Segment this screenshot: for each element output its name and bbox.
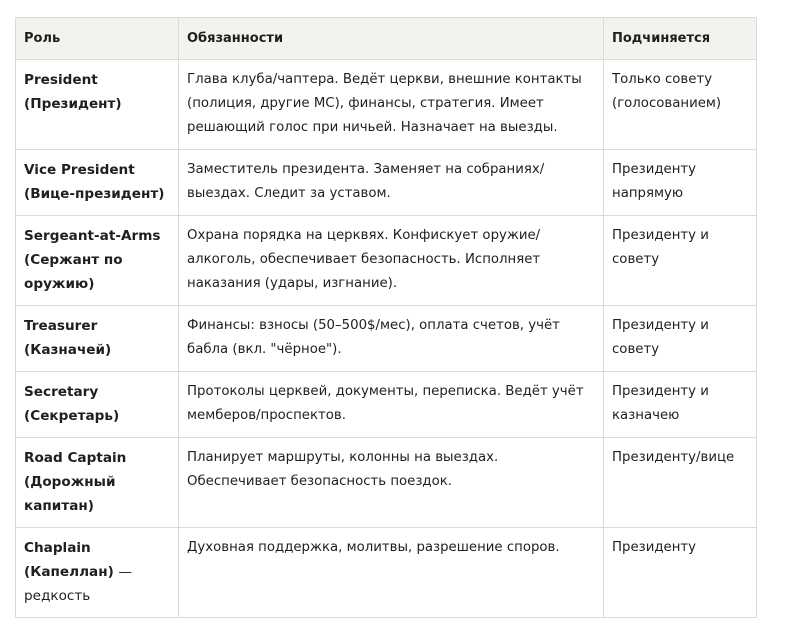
roles-table bbox=[15, 17, 757, 618]
table-row bbox=[16, 60, 757, 150]
reports-to-cell: Президенту и совету bbox=[604, 216, 757, 306]
role-cell bbox=[16, 528, 179, 618]
duties-cell: Планирует маршруты, колонны на выездах. Обеспечивает безопасность поездок. bbox=[179, 438, 604, 528]
table-row bbox=[16, 216, 757, 306]
role-cell bbox=[16, 438, 179, 528]
reports-to-cell: Президенту/вице bbox=[604, 438, 757, 528]
reports-to-cell: Президенту bbox=[604, 528, 757, 618]
table-row bbox=[16, 438, 757, 528]
role-name: Road Captain (Дорожный капитан) bbox=[24, 450, 127, 514]
table-row bbox=[16, 528, 757, 618]
role-cell bbox=[16, 60, 179, 150]
role-name: Sergeant-at-Arms (Сержант по оружию) bbox=[24, 228, 161, 292]
role-name: Vice President (Вице-президент) bbox=[24, 162, 165, 202]
role-name: Secretary (Секретарь) bbox=[24, 384, 120, 424]
reports-to-cell: Только совету (голосованием) bbox=[604, 60, 757, 150]
table-row bbox=[16, 372, 757, 438]
role-note: — редкость bbox=[24, 564, 133, 604]
duties-cell: Охрана порядка на церквях. Конфискует оружие/алкоголь, обеспечивает безопасность. Исполняет наказания (удары, изгнание). bbox=[179, 216, 604, 306]
reports-to-cell: Президенту напрямую bbox=[604, 150, 757, 216]
table-row bbox=[16, 150, 757, 216]
role-cell bbox=[16, 306, 179, 372]
duties-cell: Протоколы церквей, документы, переписка. Ведёт учёт мемберов/проспектов. bbox=[179, 372, 604, 438]
role-cell bbox=[16, 216, 179, 306]
role-name: Treasurer (Казначей) bbox=[24, 318, 112, 358]
role-name: Chaplain (Капеллан) bbox=[24, 540, 114, 580]
header-role: Роль bbox=[16, 18, 179, 60]
reports-to-cell: Президенту и казначею bbox=[604, 372, 757, 438]
role-name: President (Президент) bbox=[24, 72, 122, 112]
role-cell bbox=[16, 372, 179, 438]
roles-table-container bbox=[15, 17, 756, 618]
duties-cell: Финансы: взносы (50–500$/мес), оплата счетов, учёт бабла (вкл. "чёрное"). bbox=[179, 306, 604, 372]
header-reports-to: Подчиняется bbox=[604, 18, 757, 60]
duties-cell: Заместитель президента. Заменяет на собраниях/выездах. Следит за уставом. bbox=[179, 150, 604, 216]
table-header-row bbox=[16, 18, 757, 60]
duties-cell: Глава клуба/чаптера. Ведёт церкви, внешние контакты (полиция, другие МС), финансы, стратегия. Имеет решающий голос при ничьей. Назначает на выезды. bbox=[179, 60, 604, 150]
reports-to-cell: Президенту и совету bbox=[604, 306, 757, 372]
role-cell bbox=[16, 150, 179, 216]
duties-cell: Духовная поддержка, молитвы, разрешение споров. bbox=[179, 528, 604, 618]
table-row bbox=[16, 306, 757, 372]
header-duties: Обязанности bbox=[179, 18, 604, 60]
